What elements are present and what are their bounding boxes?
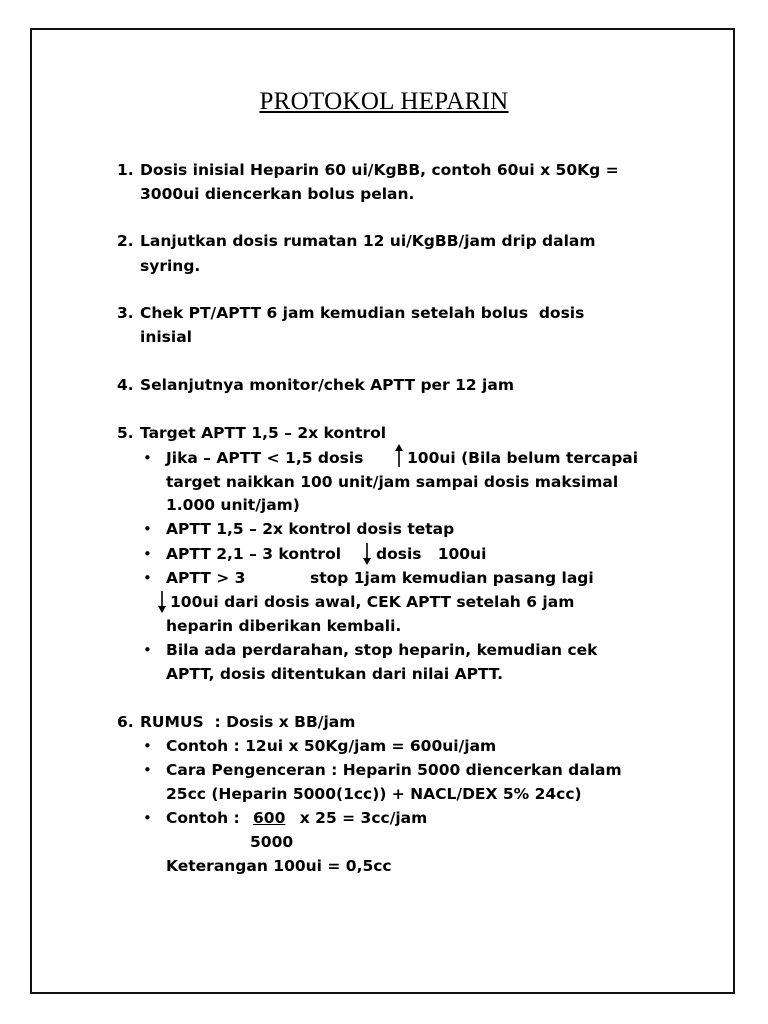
item-text: Selanjutnya monitor/chek APTT per 12 jam bbox=[140, 376, 514, 394]
bullet-text: 25cc (Heparin 5000(1cc)) + NACL/DEX 5% 24cc) bbox=[166, 785, 582, 803]
item-text: Dosis inisial Heparin 60 ui/KgBB, contoh 60ui x 50Kg = bbox=[140, 161, 619, 179]
arrow-up-icon bbox=[393, 444, 405, 468]
item-text: RUMUS : Dosis x BB/jam bbox=[140, 713, 356, 731]
bullet-text: APTT 1,5 – 2x kontrol dosis tetap bbox=[166, 520, 455, 538]
arrow-down-icon bbox=[361, 542, 373, 566]
bullet-text: APTT, dosis ditentukan dari nilai APTT. bbox=[166, 665, 503, 683]
item-number: 4. bbox=[117, 376, 134, 394]
item-text: Lanjutkan dosis rumatan 12 ui/KgBB/jam drip dalam bbox=[140, 232, 596, 250]
item-number: 1. bbox=[117, 161, 134, 179]
bullet-text: target naikkan 100 unit/jam sampai dosis maksimal bbox=[166, 473, 619, 491]
bullet: • bbox=[143, 449, 152, 467]
fraction-denominator: 5000 bbox=[250, 833, 294, 851]
item-number: 2. bbox=[117, 232, 134, 250]
page-title: PROTOKOL HEPARIN bbox=[259, 88, 509, 115]
bullet-text: Contoh : bbox=[166, 809, 246, 827]
item-text: syring. bbox=[140, 257, 201, 275]
item-number: 6. bbox=[117, 713, 134, 731]
bullet-text: heparin diberikan kembali. bbox=[166, 617, 402, 635]
bullet: • bbox=[143, 641, 152, 659]
item-text: Target APTT 1,5 – 2x kontrol bbox=[140, 424, 387, 442]
bullet-text: 100ui (Bila belum tercapai bbox=[407, 449, 639, 467]
bullet-text: APTT > 3 bbox=[166, 569, 246, 587]
bullet-text: 100ui dari dosis awal, CEK APTT setelah 6 jam bbox=[170, 593, 575, 611]
item-number: 5. bbox=[117, 424, 134, 442]
bullet-text: Keterangan 100ui = 0,5cc bbox=[166, 857, 392, 875]
item-text: inisial bbox=[140, 328, 192, 346]
item-text: Chek PT/APTT 6 jam kemudian setelah bolus dosis bbox=[140, 304, 585, 322]
bullet-text: dosis 100ui bbox=[376, 545, 487, 563]
bullet-text: Contoh : 12ui x 50Kg/jam = 600ui/jam bbox=[166, 737, 497, 755]
bullet-text: 1.000 unit/jam) bbox=[166, 496, 300, 514]
bullet: • bbox=[143, 809, 152, 827]
bullet-text: Cara Pengenceran : Heparin 5000 diencerkan dalam bbox=[166, 761, 622, 779]
bullet: • bbox=[143, 520, 152, 538]
bullet: • bbox=[143, 737, 152, 755]
fraction-numerator: 600 bbox=[253, 809, 286, 827]
bullet-text: Bila ada perdarahan, stop heparin, kemudian cek bbox=[166, 641, 598, 659]
bullet-text: stop 1jam kemudian pasang lagi bbox=[310, 569, 594, 587]
item-number: 3. bbox=[117, 304, 134, 322]
bullet-text: x 25 = 3cc/jam bbox=[289, 809, 428, 827]
arrow-down-icon bbox=[156, 590, 168, 614]
item-text: 3000ui diencerkan bolus pelan. bbox=[140, 185, 415, 203]
bullet: • bbox=[143, 545, 152, 563]
bullet-text: Jika – APTT < 1,5 dosis bbox=[166, 449, 364, 467]
bullet: • bbox=[143, 569, 152, 587]
bullet: • bbox=[143, 761, 152, 779]
bullet-text: APTT 2,1 – 3 kontrol bbox=[166, 545, 342, 563]
